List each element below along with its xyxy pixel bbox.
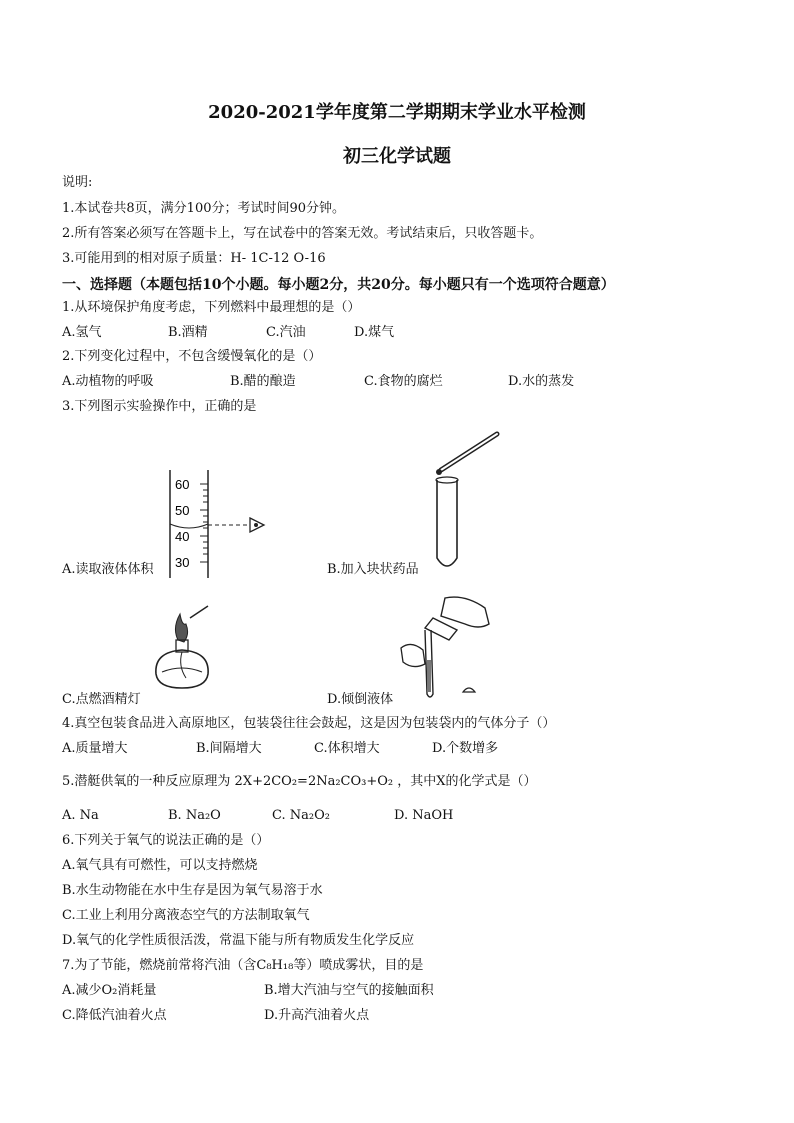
q2-option-d: D.水的蒸发 (508, 374, 575, 389)
q4-option-c: C.体积增大 (314, 741, 380, 756)
q7-option-a: A.减少O₂消耗量 (62, 983, 157, 998)
q7-option-b: B.增大汽油与空气的接触面积 (264, 983, 434, 998)
q2-option-c: C.食物的腐烂 (364, 374, 443, 389)
page-subtitle: 初三化学试题 (343, 146, 451, 167)
q2-option-a: A.动植物的呼吸 (62, 374, 154, 389)
q5-option-b: B. Na₂O (168, 808, 221, 823)
q3-option-c: C.点燃酒精灯 (62, 692, 141, 707)
q3-option-a: A.读取液体体积 (62, 562, 154, 577)
q5-equation: 2X+2CO₂=2Na₂CO₃+O₂ (234, 774, 394, 789)
note-item: 3.可能用到的相对原子质量：H- 1C-12 O-16 (62, 251, 326, 266)
q1-option-b: B.酒精 (168, 325, 208, 340)
note-item: 1.本试卷共8页，满分100分；考试时间90分钟。 (62, 201, 346, 216)
q4-option-b: B.间隔增大 (196, 741, 262, 756)
q1-option-a: A.氢气 (62, 325, 102, 340)
notes-label: 说明: (62, 175, 93, 190)
q7-option-c: C.降低汽油着火点 (62, 1008, 167, 1023)
q5-stem-pre: 5.潜艇供氧的一种反应原理为 (62, 774, 235, 789)
question-1-stem: 1.从环境保护角度考虑，下列燃料中最理想的是（） (62, 300, 361, 315)
pouring-liquid-figure (395, 590, 500, 702)
q5-option-d: D. NaOH (394, 808, 454, 823)
q4-option-d: D.个数增多 (432, 741, 499, 756)
q1-option-d: D.煤气 (354, 325, 395, 340)
q7-option-d: D.升高汽油着火点 (264, 1008, 370, 1023)
q6-option-a: A.氧气具有可燃性，可以支持燃烧 (62, 858, 258, 873)
q5-option-a: A. Na (62, 808, 99, 823)
q4-option-a: A.质量增大 (62, 741, 128, 756)
tick-label: 50 (175, 503, 190, 518)
q6-option-c: C.工业上利用分离液态空气的方法制取氧气 (62, 908, 310, 923)
q1-option-c: C.汽油 (266, 325, 306, 340)
question-2-stem: 2.下列变化过程中，不包含缓慢氧化的是（） (62, 349, 322, 364)
q2-option-b: B.醋的酿造 (230, 374, 296, 389)
section-heading: 一、选择题（本题包括10个小题。每小题2分，共20分。每小题只有一个选项符合题意） (62, 277, 615, 293)
q3-option-d: D.倾倒液体 (327, 692, 394, 707)
tick-label: 30 (175, 555, 190, 570)
question-3-stem: 3.下列图示实验操作中，正确的是 (62, 399, 257, 414)
q5-stem-post: ，其中X的化学式是（） (393, 774, 537, 789)
q5-option-c: C. Na₂O₂ (272, 808, 330, 823)
alcohol-lamp-figure (148, 600, 218, 692)
test-tube-figure (425, 428, 505, 578)
page-title: 2020-2021学年度第二学期期末学业水平检测 (208, 102, 586, 123)
q6-option-d: D.氧气的化学性质很活泼，常温下能与所有物质发生化学反应 (62, 933, 415, 948)
question-7-stem: 7.为了节能，燃烧前常将汽油（含C₈H₁₈等）喷成雾状，目的是 (62, 958, 424, 973)
question-4-stem: 4.真空包装食品进入高原地区，包装袋往往会鼓起，这是因为包装袋内的气体分子（） (62, 716, 556, 731)
note-item: 2.所有答案必须写在答题卡上，写在试卷中的答案无效。考试结束后，只收答题卡。 (62, 226, 543, 241)
tick-label: 60 (175, 477, 190, 492)
q3-option-b: B.加入块状药品 (327, 562, 419, 577)
cylinder-reading-figure (160, 470, 280, 580)
tick-label: 40 (175, 529, 190, 544)
q6-option-b: B.水生动物能在水中生存是因为氧气易溶于水 (62, 883, 323, 898)
question-5-stem (62, 774, 537, 790)
question-6-stem: 6.下列关于氧气的说法正确的是（） (62, 833, 270, 848)
